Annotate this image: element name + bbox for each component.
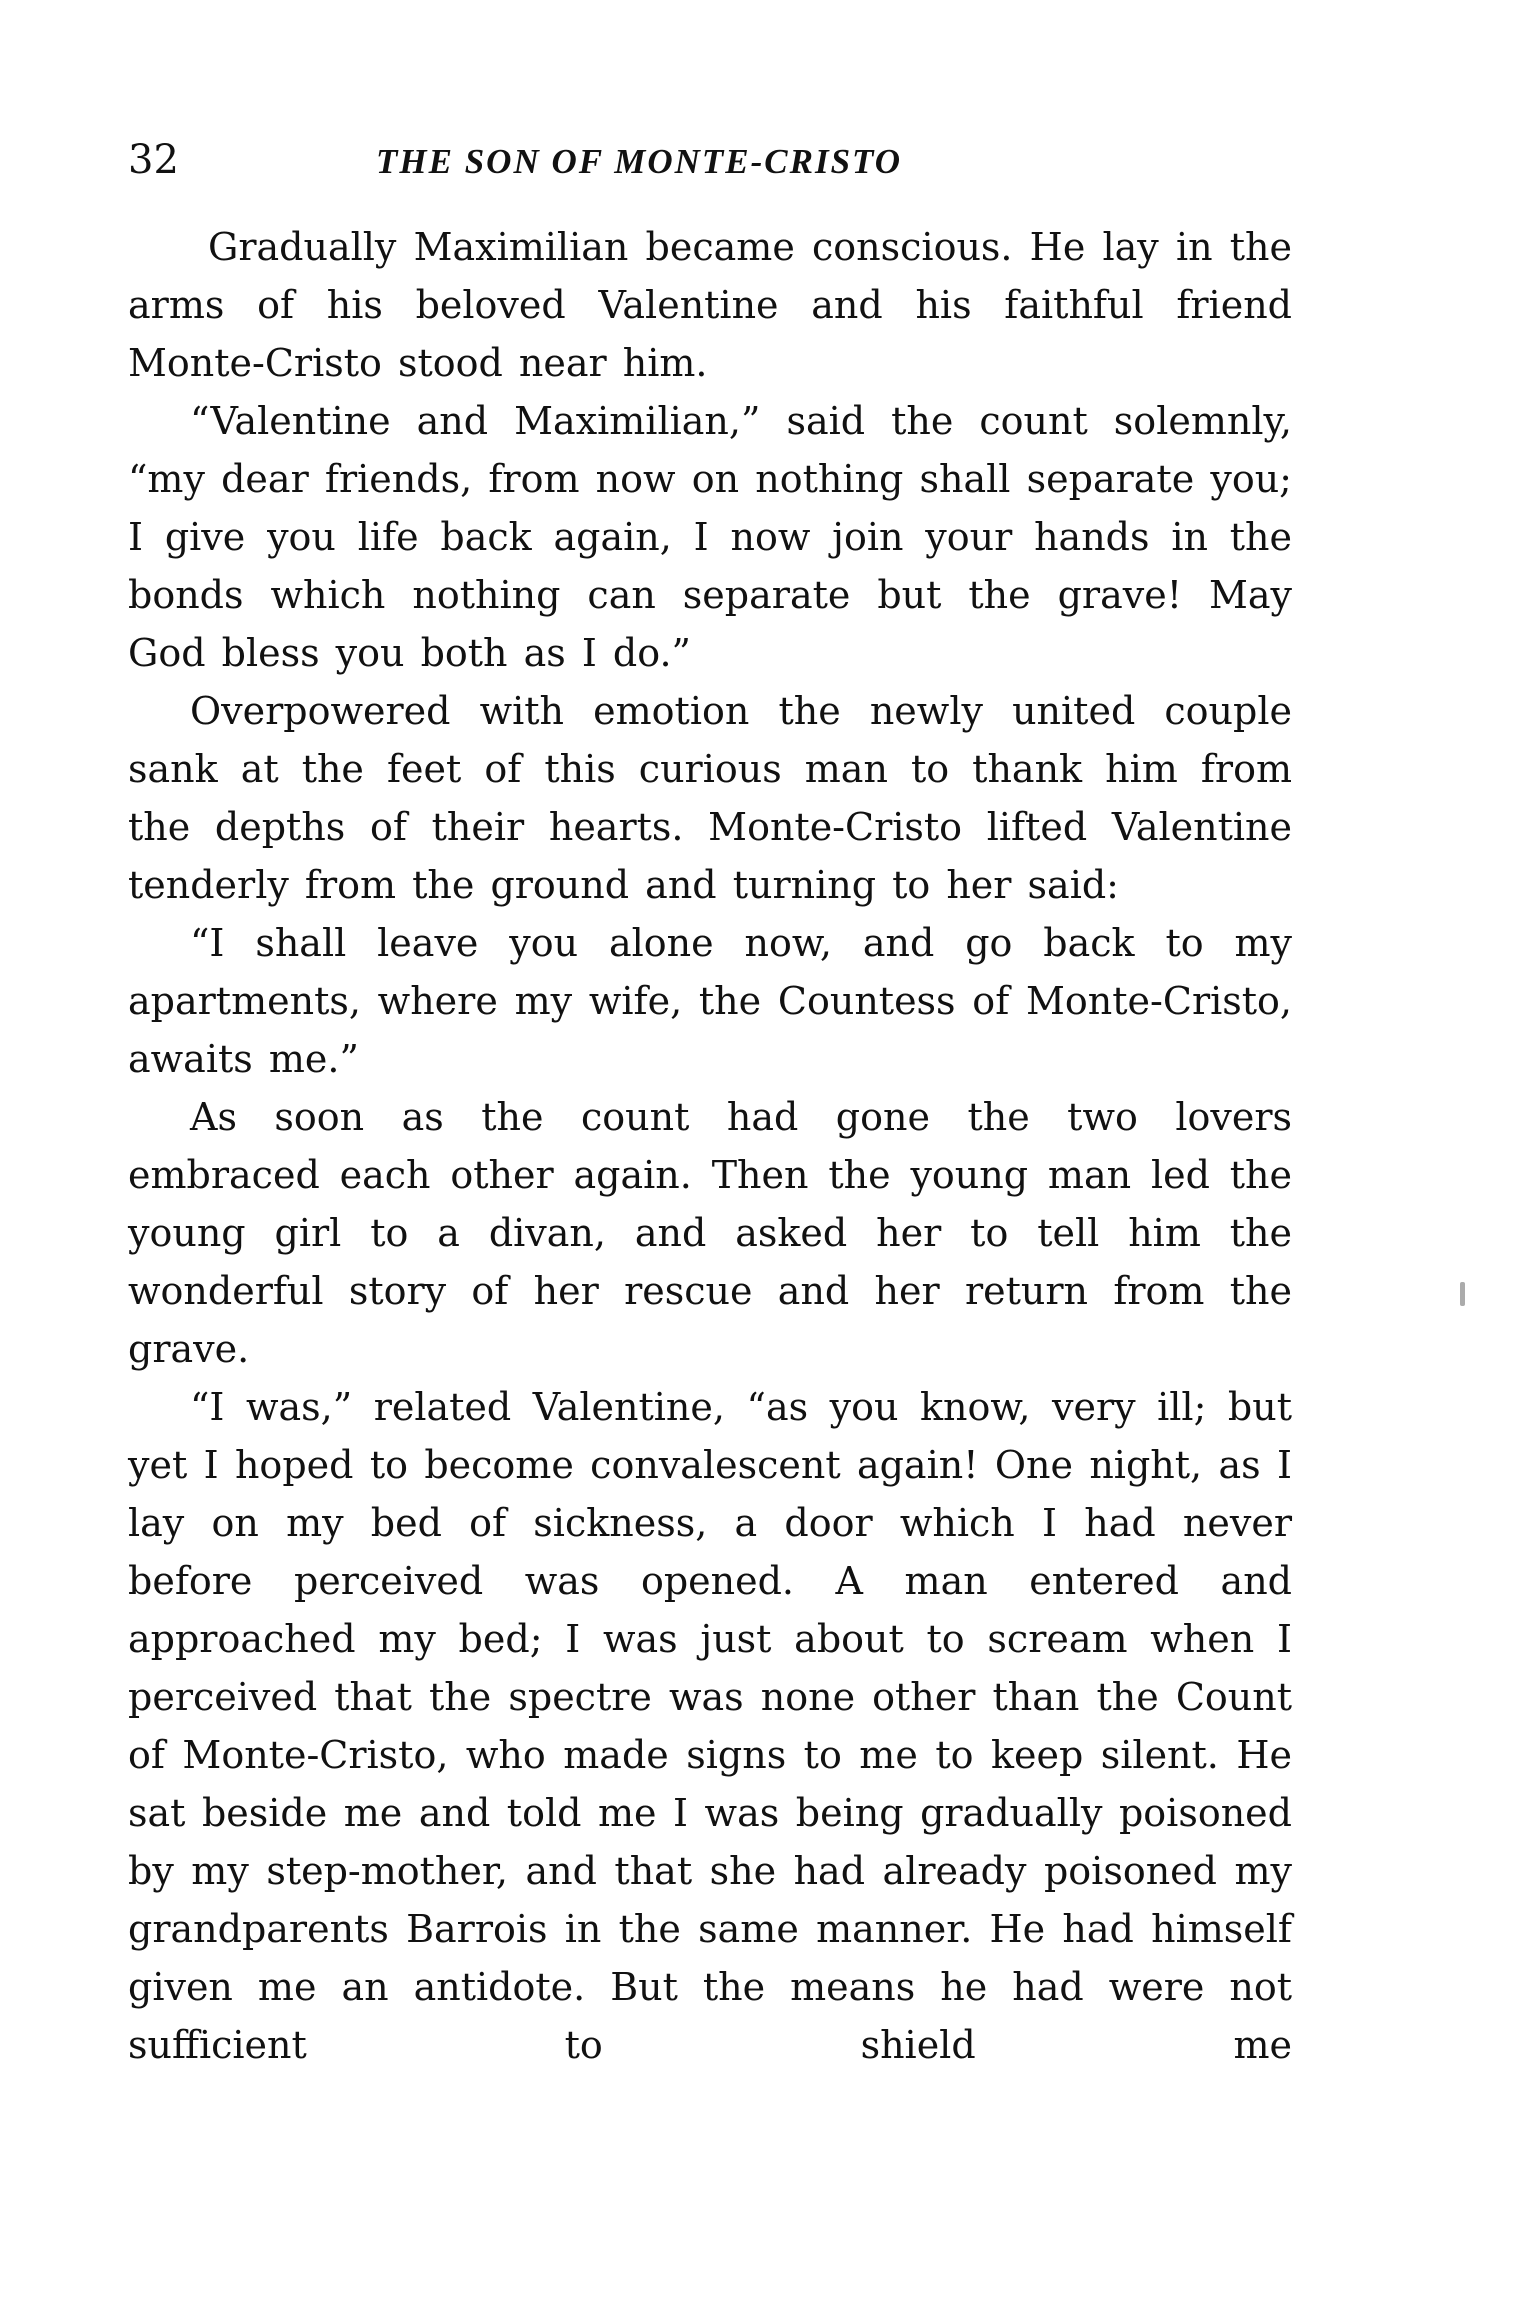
paragraph-3: Overpowered with emotion the newly united couple sank at the feet of this curious man to thank him from the depths of their hearts. Monte-Cristo lifted Valentine tenderly from the ground and turning to her said: bbox=[128, 689, 1292, 907]
body-text bbox=[128, 218, 1292, 2074]
paragraph-4: “I shall leave you alone now, and go back to my apartments, where my wife, the Countess of Monte-Cristo, awaits me.” bbox=[128, 921, 1292, 1081]
page-number: 32 bbox=[128, 137, 179, 183]
paragraph-6: “I was,” related Valentine, “as you know, very ill; but yet I hoped to become convalescent again! One night, as I lay on my bed of sickness, a door which I had never before perceived was opened. A man entered and approached my bed; I was just about to scream when I perceived that the spectre was none other than the Count of Monte-Cristo, who made signs to me to keep silent. He sat beside me and told me I was being gradually poisoned by my step-mother, and that she had already poisoned my grandparents Barrois in the same manner. He had himself given me an antidote. But the means he had were not sufficient to shield me bbox=[128, 1385, 1292, 2067]
running-title: THE SON OF MONTE-CRISTO bbox=[376, 142, 903, 181]
paragraph-1: Gradually Maximilian became conscious. He lay in the arms of his beloved Valentine and his faithful friend Monte-Cristo stood near him. bbox=[128, 225, 1292, 385]
paper-speck bbox=[1460, 1282, 1465, 1306]
paragraph-2: “Valentine and Maximilian,” said the count solemnly, “my dear friends, from now on nothing shall separate you; I give you life back again, I now join your hands in the bonds which nothing can separate but the grave! May God bless you both as I do.” bbox=[128, 399, 1292, 675]
page-header bbox=[128, 137, 1292, 200]
paragraph-5: As soon as the count had gone the two lovers embraced each other again. Then the young man led the young girl to a divan, and asked her to tell him the wonderful story of her rescue and her return from the grave. bbox=[128, 1095, 1292, 1371]
